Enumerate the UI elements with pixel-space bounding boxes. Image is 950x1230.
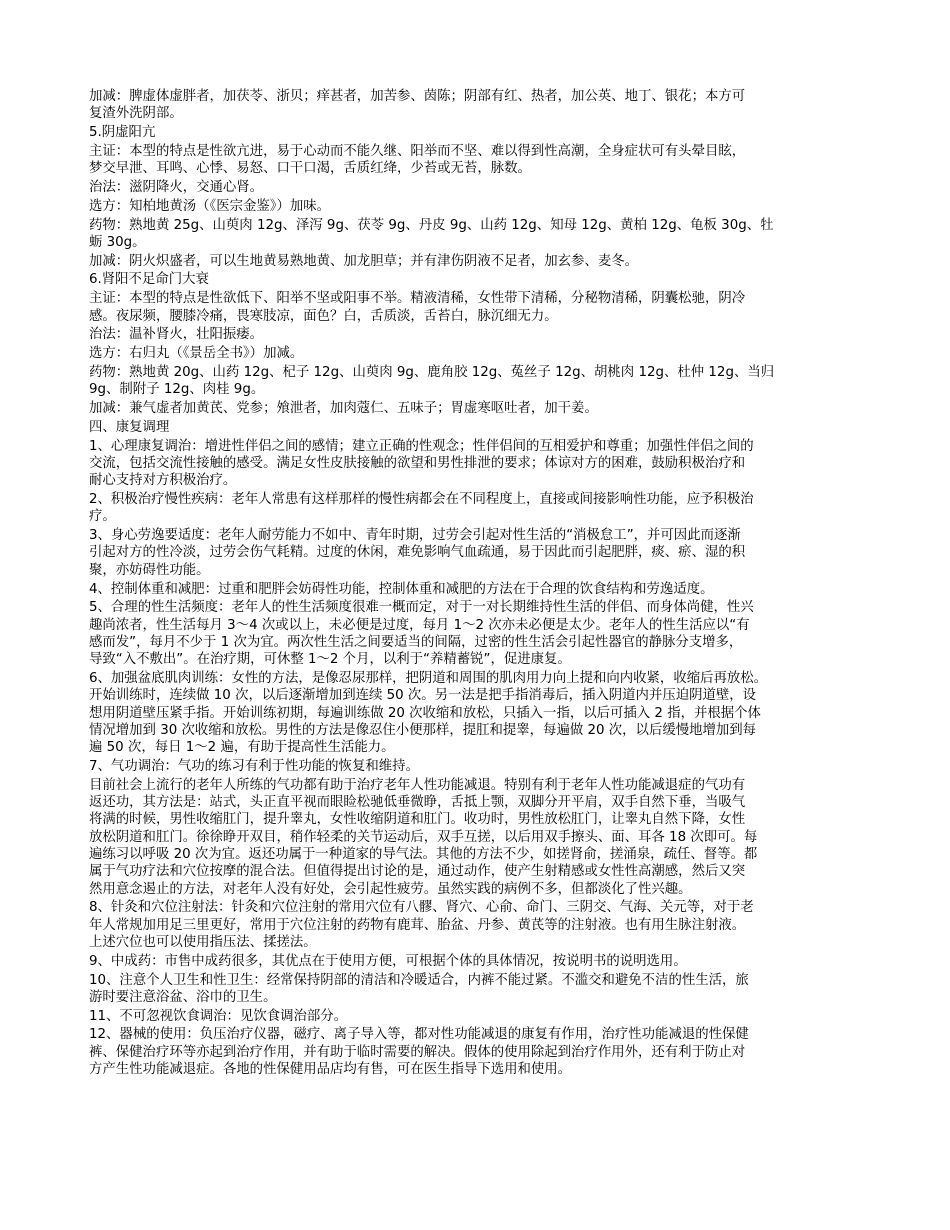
- paragraph-zhuzheng-yinxu: 主证：本型的特点是性欲亢进，易于心动而不能久继、阳举而不坚、难以得到性高潮，全身症状可有头晕目眩， 梦交早泄、耳鸣、心悸、易怒、口干口渴，舌质红绛，少苔或无苔，脉数。: [89, 143, 746, 177]
- paragraph-xuanfang-shenyang: 选方：右归丸（《景岳全书》）加减。: [89, 346, 304, 362]
- paragraph-yaowu-shenyang: 药物：熟地黄 20g、山药 12g、杞子 12g、山萸肉 9g、鹿角胶 12g、菟丝子 12g、胡桃肉 12g、杜仲 12g、当归 9g、制附子 12g、肉桂 9g。: [89, 364, 775, 398]
- paragraph-kangfu-6: 6、加强盆底肌肉训练：女性的方法，是像忍尿那样，把阴道和周围的肌肉用力向上提和向内收紧，收缩后再放松。 开始训练时，连续做 10 次，以后逐渐增加到连续 50 次。另一法是把手指消毒后，插入阴道内并压迫阴道壁，设 想用阴道壁压紧手指。开始训练初期，每遍训练做 20 次收缩和放松，只插入一指，以后可插入 2 指，并根据个体 情况增加到 30 次收缩和放松。男性的方法是像忍住小便那样，提肛和提睾，每遍做 20 次，以后缓慢地增加到每 遍 50 次，每日 1～2 遍，有助于提高性生活能力。: [89, 671, 768, 756]
- paragraph-yaowu-yinxu: 药物：熟地黄 25g、山萸肉 12g、泽泻 9g、茯苓 9g、丹皮 9g、山药 12g、知母 12g、黄柏 12g、龟板 30g、牡 蛎 30g。: [89, 217, 774, 250]
- paragraph-kangfu-2: 2、积极治疗慢性疾病：老年人常患有这样那样的慢性病都会在不同程度上，直接或间接影响性功能，应予积极治 疗。: [89, 492, 754, 525]
- section-heading-kangfu-tiaoli: 四、康复调理: [89, 419, 170, 435]
- paragraph-kangfu-7-detail: 目前社会上流行的老年人所练的气功都有助于治疗老年人性功能减退。特别有利于老年人性功能减退症的气功有 返还功，其方法是：站式，头正直平视而眼睑松驰低垂微睁，舌抵上颚，双脚分开平肩，双手自然下垂，当吸气 将满的时候，男性收缩肛门，提升睾丸，女性收缩阴道和肛门。收功时，男性放松肛门，让睾丸自然下降，女性 放松阴道和肛门。徐徐睁开双目，稍作轻柔的关节运动后，双手互搓，以后用双手擦头、面、耳各 18 次即可。每 遍练习以呼吸 20 次为宜。返还功属于一种道家的导气法。其他的方法不少，如搓肾俞，搓涌泉，疏任、督等。都 属于气功疗法和穴位按摩的混合法。但值得提出讨论的是，通过动作，使产生射精感或女性性高潮感，然后又突 然用意念遏止的方法，对老年人没有好处，会引起性疲劳。虽然实践的病例不多，但都淡化了性兴趣。: [89, 777, 758, 897]
- paragraph-jiajian-pixu: 加减：脾虚体虚胖者，加茯苓、浙贝；痒甚者，加苦参、茵陈；阴部有红、热者，加公英、地丁、银花；本方可 复渣外洗阴部。: [89, 89, 746, 122]
- paragraph-jiajian-shenyang: 加减：兼气虚者加黄芪、党参；飧泄者，加肉蔻仁、五味子；胃虚寒呕吐者，加干姜。: [89, 401, 598, 417]
- section-heading-yinxu-yangkang: 5.阴虚阳亢: [89, 125, 156, 141]
- paragraph-kangfu-11: 11、不可忽视饮食调治：见饮食调治部分。: [89, 1008, 348, 1024]
- paragraph-zhuzheng-shenyang: 主证：本型的特点是性欲低下、阳举不坚或阳事不举。精液清稀，女性带下清稀，分秘物清稀，阴囊松驰，阴冷 感。夜尿频，腰膝冷痛，畏寒肢凉，面色？白，舌质淡，舌苔白，脉沉细无力。: [89, 291, 746, 324]
- paragraph-kangfu-9: 9、中成药：市售中成药很多，其优点在于使用方便，可根据个体的具体情况，按说明书的说明选用。: [89, 953, 687, 969]
- paragraph-kangfu-7: 7、气功调治：气功的练习有利于性功能的恢复和维持。: [89, 758, 419, 774]
- section-heading-shenyang-buzu: 6.肾阳不足命门大衰: [89, 272, 209, 288]
- paragraph-jiajian-yinxu: 加减：阴火炽盛者，可以生地黄易熟地黄、加龙胆草；并有津伤阴液不足者，加玄参、麦冬。: [89, 253, 639, 269]
- paragraph-kangfu-5: 5、合理的性生活频度：老年人的性生活频度很难一概而定，对于一对长期维持性生活的伴侣、而身体尚健，性兴 趣尚浓者，性生活每月 3～4 次或以上，未必便是过度，每月 1～2 次亦未必便是太少。老年人的性生活应以“有 感而发”，每月不少于 1 次为宜。两次性生活之间要适当的间隔，过密的性生活会引起性器官的静脉分支增多， 导致“入不敷出”。在治疗期，可休整 1～2 个月，以利于“养精蓄锐”，促进康复。: [89, 600, 754, 668]
- paragraph-kangfu-3: 3、身心劳逸要适度：老年人耐劳能力不如中、青年时期，过劳会引起对性生活的“消极怠工”，并可因此而逐渐 引起对方的性冷淡，过劳会伤气耗精。过度的休闲，难免影响气血疏通，易于因此而引起肥胖，痰、瘀、湿的积 聚，亦妨碍性功能。: [89, 528, 746, 578]
- paragraph-xuanfang-yinxu: 选方：知柏地黄汤（《医宗金鉴》）加味。: [89, 198, 331, 214]
- paragraph-kangfu-8: 8、针灸和穴位注射法：针灸和穴位注射的常用穴位有八髎、肾穴、心俞、命门、三阴交、气海、关元等，对于老 年人常规加用足三里更好，常用于穴位注射的药物有鹿茸、胎盆、丹参、黄芪等的注射液。也有用生脉注射液。 上述穴位也可以使用指压法、揉搓法。: [89, 900, 754, 950]
- paragraph-zhifa-shenyang: 治法：温补肾火，壮阳振痿。: [89, 327, 264, 343]
- paragraph-kangfu-10: 10、注意个人卫生和性卫生：经常保持阴部的清洁和冷暖适合，内裤不能过紧。不滥交和避免不洁的性生活，旅 游时要注意浴盆、浴巾的卫生。: [89, 972, 749, 1005]
- paragraph-kangfu-12: 12、器械的使用：负压治疗仪器，磁疗、离子导入等，都对性功能减退的康复有作用，治疗性功能减退的性保健 裤、保健治疗环等亦起到治疗作用，并有助于临时需要的解决。假体的使用除起到治疗作用外，还有利于防止对 方产生性功能减退症。各地的性保健用品店均有售，可在医生指导下选用和使用。: [89, 1027, 749, 1078]
- paragraph-kangfu-4: 4、控制体重和减肥：过重和肥胖会妨碍性功能，控制体重和减肥的方法在于合理的饮食结构和劳逸适度。: [89, 581, 714, 597]
- paragraph-zhifa-yinxu: 治法：滋阴降火，交通心肾。: [89, 179, 264, 195]
- paragraph-kangfu-1: 1、心理康复调治：增进性伴侣之间的感情；建立正确的性观念；性伴侣间的互相爱护和尊重；加强性伴侣之间的 交流，包括交流性接触的感受。满足女性皮肤接触的欲望和男性排泄的要求；体谅对方的困难，鼓励积极治疗和 耐心支持对方积极治疗。: [89, 438, 754, 489]
